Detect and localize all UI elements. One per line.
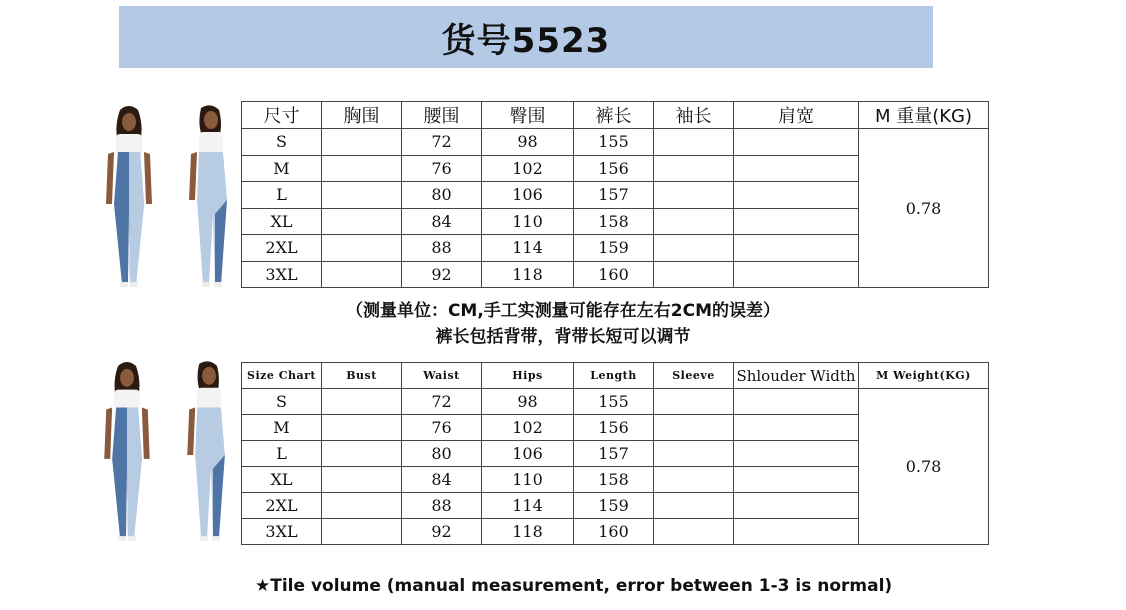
cell-length: 158 [574,467,654,493]
cell-sleeve [654,467,734,493]
header-size: 尺寸 [242,102,322,129]
cell-length: 156 [574,155,654,182]
cell-bust [322,389,402,415]
cell-bust [322,415,402,441]
cell-length: 160 [574,519,654,545]
cell-sleeve [654,129,734,156]
cell-size: L [242,441,322,467]
cell-waist: 88 [402,493,482,519]
cell-shoulder [734,415,859,441]
cell-bust [322,441,402,467]
cell-waist: 80 [402,441,482,467]
cell-length: 159 [574,493,654,519]
title-banner [119,6,933,68]
model-front-image-bottom [96,360,158,542]
cell-shoulder [734,182,859,209]
cell-waist: 84 [402,467,482,493]
header-weight: M 重量(KG) [859,102,989,129]
cell-size: S [242,129,322,156]
cell-waist: 76 [402,415,482,441]
cell-length: 156 [574,415,654,441]
cell-sleeve [654,519,734,545]
cell-hips: 98 [482,389,574,415]
cell-shoulder [734,519,859,545]
header-length: 裤长 [574,102,654,129]
cell-sleeve [654,493,734,519]
cell-bust [322,182,402,209]
measurement-note: （测量单位：CM,手工实测量可能存在左右2CM的误差） [345,301,781,321]
cell-bust [322,261,402,288]
cell-shoulder [734,208,859,235]
table-header-row [242,102,989,129]
header-shoulder: 肩宽 [734,102,859,129]
cell-size: M [242,155,322,182]
header-sleeve: 袖长 [654,102,734,129]
cell-size: S [242,389,322,415]
table-row [242,389,989,415]
cell-bust [322,155,402,182]
cell-size: L [242,182,322,209]
header-bust: 胸围 [322,102,402,129]
cell-hips: 118 [482,519,574,545]
cell-bust [322,208,402,235]
header-hips: Hips [482,363,574,389]
cell-length: 158 [574,208,654,235]
cell-sleeve [654,235,734,262]
cell-waist: 80 [402,182,482,209]
cell-sleeve [654,208,734,235]
cell-shoulder [734,235,859,262]
cell-sleeve [654,389,734,415]
cell-bust [322,493,402,519]
cell-size: 3XL [242,261,322,288]
header-sleeve: Sleeve [654,363,734,389]
cell-length: 157 [574,182,654,209]
size-table-en [241,362,989,545]
cell-shoulder [734,441,859,467]
header-hips: 臀围 [482,102,574,129]
cell-length: 155 [574,389,654,415]
header-bust: Bust [322,363,402,389]
cell-weight: 0.78 [859,389,989,545]
cell-size: XL [242,467,322,493]
cell-size: 2XL [242,235,322,262]
cell-size: 2XL [242,493,322,519]
tile-volume-note: ★Tile volume (manual measurement, error between 1-3 is normal) [255,576,893,596]
cell-length: 155 [574,129,654,156]
cell-waist: 84 [402,208,482,235]
cell-shoulder [734,261,859,288]
cell-hips: 110 [482,208,574,235]
model-side-image-top [185,104,241,288]
header-waist: Waist [402,363,482,389]
header-weight: M Weight(KG) [859,363,989,389]
table-row [242,129,989,156]
header-shoulder-width: Shlouder Width [734,363,859,389]
cell-length: 157 [574,441,654,467]
cell-shoulder [734,129,859,156]
cell-hips: 118 [482,261,574,288]
cell-hips: 114 [482,235,574,262]
size-table-cn [241,101,989,288]
cell-sleeve [654,182,734,209]
cell-bust [322,519,402,545]
cell-waist: 88 [402,235,482,262]
cell-sleeve [654,155,734,182]
cell-bust [322,235,402,262]
cell-size: XL [242,208,322,235]
cell-waist: 92 [402,261,482,288]
cell-hips: 106 [482,441,574,467]
cell-length: 160 [574,261,654,288]
model-side-image-bottom [183,360,239,542]
cell-sleeve [654,261,734,288]
cell-sleeve [654,415,734,441]
cell-waist: 76 [402,155,482,182]
product-number-title: 货号5523 [441,20,611,61]
cell-bust [322,129,402,156]
cell-hips: 114 [482,493,574,519]
cell-waist: 92 [402,519,482,545]
cell-waist: 72 [402,389,482,415]
cell-shoulder [734,467,859,493]
header-length: Length [574,363,654,389]
cell-bust [322,467,402,493]
cell-shoulder [734,493,859,519]
cell-hips: 110 [482,467,574,493]
cell-shoulder [734,389,859,415]
cell-weight: 0.78 [859,129,989,288]
cell-hips: 102 [482,415,574,441]
cell-sleeve [654,441,734,467]
cell-hips: 98 [482,129,574,156]
cell-size: 3XL [242,519,322,545]
table-header-row [242,363,989,389]
cell-hips: 102 [482,155,574,182]
header-waist: 腰围 [402,102,482,129]
header-size-chart: Size Chart [242,363,322,389]
cell-shoulder [734,155,859,182]
cell-hips: 106 [482,182,574,209]
model-front-image-top [98,104,160,288]
cell-waist: 72 [402,129,482,156]
cell-size: M [242,415,322,441]
strap-note: 裤长包括背带，背带长短可以调节 [435,327,691,347]
cell-length: 159 [574,235,654,262]
